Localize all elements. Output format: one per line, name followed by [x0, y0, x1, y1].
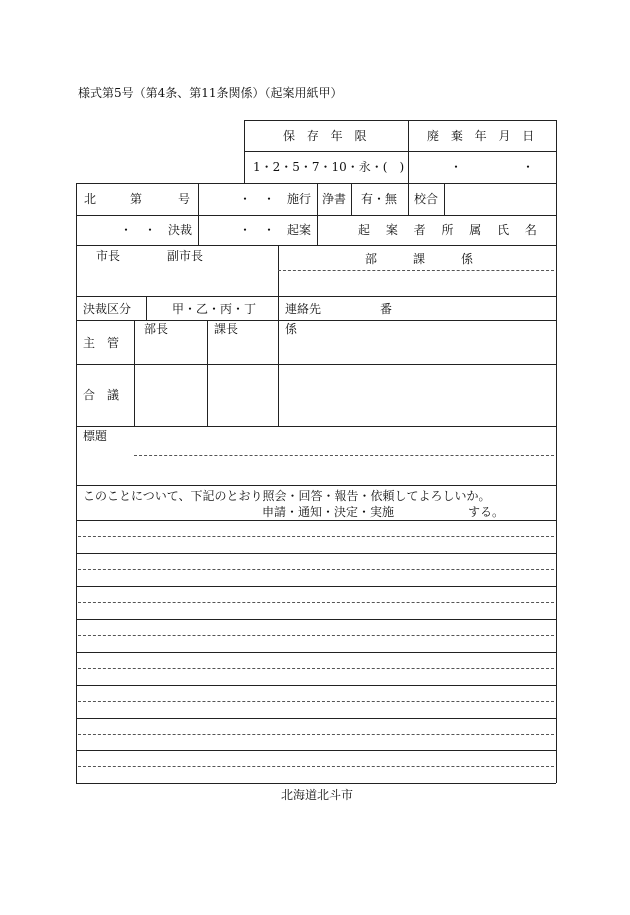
number-dai: 第 — [130, 192, 143, 206]
body-line-2: 申請・通知・決定・実施 — [262, 505, 395, 519]
mayor-label: 市長 — [96, 249, 121, 263]
draft-date: ・ ・ — [239, 223, 276, 237]
responsible-label: 主 管 — [83, 336, 120, 350]
clean-copy-options: 有・無 — [361, 192, 398, 206]
enforcement-label: 施行 — [287, 192, 312, 206]
disposal-date-label: 廃 棄 年 月 日 — [427, 129, 539, 143]
approval-category-options: 甲・乙・丙・丁 — [172, 302, 257, 316]
enforcement-date: ・ ・ — [239, 192, 276, 206]
body-line-1: このことについて、下記のとおり照会・回答・報告・依頼してよろしいか。 — [83, 489, 491, 503]
city-prefix: 北 — [84, 192, 97, 206]
proofreading-label: 校合 — [414, 192, 439, 206]
department-section-label: 部 課 係 — [365, 252, 474, 266]
consultation-label: 合 議 — [83, 388, 120, 402]
retention-period-options: 1・2・5・7・10・永・( ) — [253, 160, 405, 174]
clean-copy-label: 浄書 — [322, 192, 347, 206]
retention-period-label: 保 存 年 限 — [283, 129, 371, 143]
drafter-name-label: 起 案 者 所 属 氏 名 — [358, 223, 543, 237]
extension-ban: 番 — [380, 302, 393, 316]
draft-label: 起案 — [287, 223, 312, 237]
subject-label: 標題 — [83, 429, 108, 443]
disposal-date-value: ・ ・ — [450, 160, 535, 174]
municipality-name: 北海道北斗市 — [281, 788, 354, 802]
approval-date: ・ ・ 決裁 — [120, 223, 193, 237]
approval-category-label: 決裁区分 — [83, 302, 132, 316]
form-title: 様式第5号（第4条、第11条関係）（起案用紙甲） — [78, 86, 343, 100]
vice-mayor-label: 副市長 — [167, 249, 204, 263]
bucho-label: 部長 — [144, 322, 169, 336]
kacho-label: 課長 — [214, 322, 239, 336]
kakari-label: 係 — [285, 322, 298, 336]
number-go: 号 — [178, 192, 191, 206]
body-line-2-end: する。 — [468, 505, 505, 519]
contact-label: 連絡先 — [285, 302, 322, 316]
